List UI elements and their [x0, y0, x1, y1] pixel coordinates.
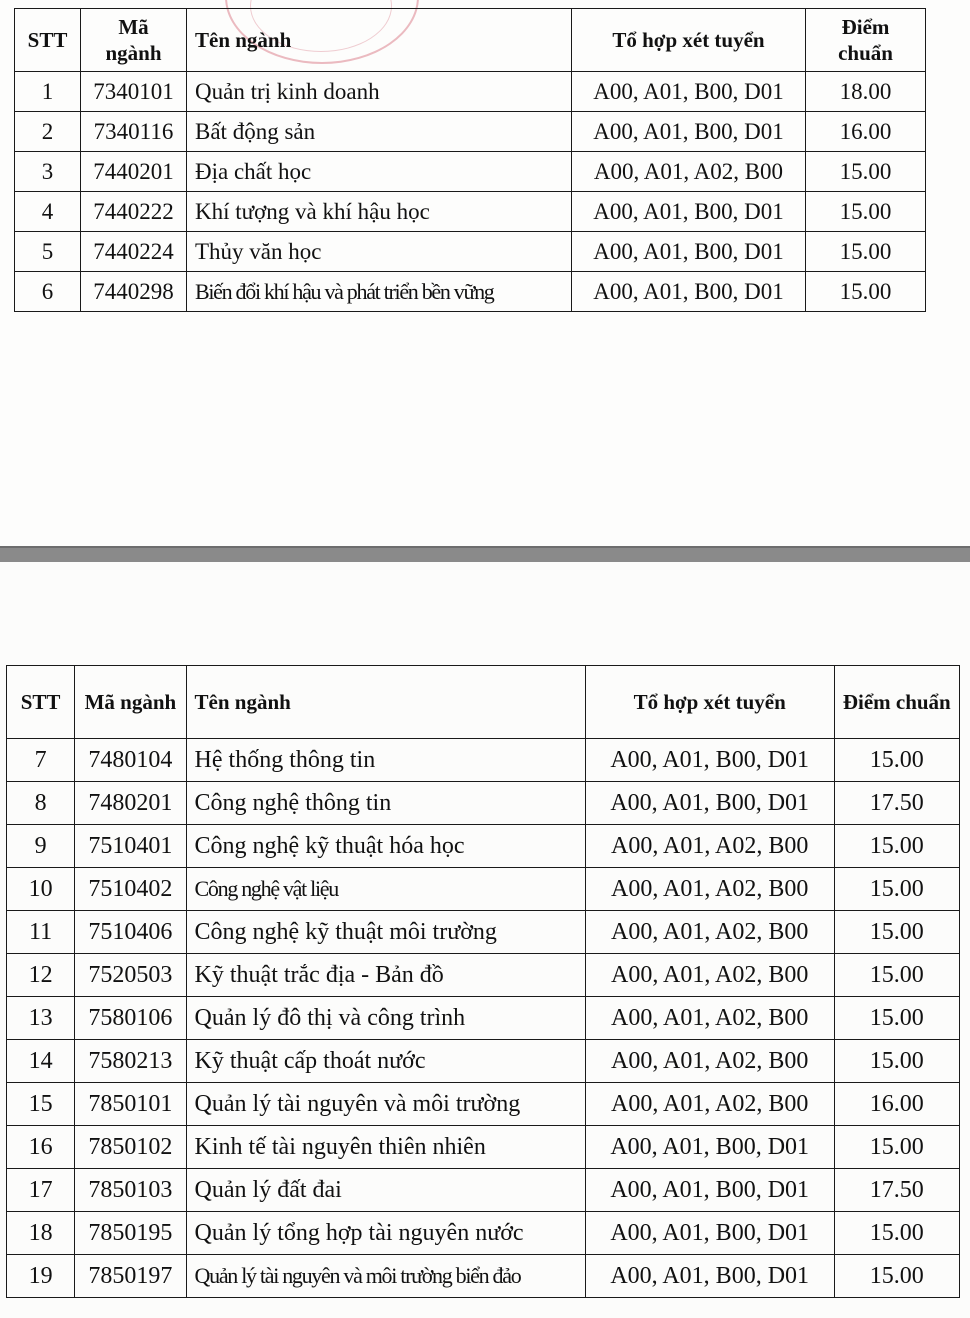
- cell-code: 7850103: [75, 1169, 186, 1212]
- cell-stt: 12: [7, 954, 75, 997]
- cell-name: Quản lý đô thị và công trình: [186, 997, 585, 1040]
- cell-combo: A00, A01, B00, D01: [572, 232, 806, 272]
- table-row: [7, 1040, 960, 1083]
- cell-code: 7440224: [81, 232, 187, 272]
- cell-combo: A00, A01, B00, D01: [572, 272, 806, 312]
- cell-code: 7520503: [75, 954, 186, 997]
- cell-stt: 16: [7, 1126, 75, 1169]
- cell-score: 16.00: [834, 1083, 959, 1126]
- table-header-row: [7, 666, 960, 739]
- cell-combo: A00, A01, A02, B00: [585, 954, 834, 997]
- header-ma-nganh: Mã ngành: [81, 9, 187, 72]
- cell-code: 7850102: [75, 1126, 186, 1169]
- cell-combo: A00, A01, A02, B00: [585, 1083, 834, 1126]
- cell-code: 7850197: [75, 1255, 186, 1298]
- cell-score: 16.00: [806, 112, 926, 152]
- cell-stt: 4: [15, 192, 81, 232]
- cell-name: Quản lý tài nguyên và môi trường biển đảo: [186, 1255, 585, 1298]
- cell-combo: A00, A01, A02, B00: [585, 868, 834, 911]
- table-row: [7, 911, 960, 954]
- cell-combo: A00, A01, A02, B00: [585, 911, 834, 954]
- cell-stt: 7: [7, 739, 75, 782]
- cell-score: 15.00: [834, 1126, 959, 1169]
- cell-code: 7340116: [81, 112, 187, 152]
- cell-stt: 2: [15, 112, 81, 152]
- cell-name: Khí tượng và khí hậu học: [187, 192, 572, 232]
- cell-code: 7850101: [75, 1083, 186, 1126]
- cell-combo: A00, A01, B00, D01: [585, 739, 834, 782]
- cell-score: 15.00: [834, 911, 959, 954]
- cell-stt: 15: [7, 1083, 75, 1126]
- cell-stt: 14: [7, 1040, 75, 1083]
- cell-stt: 8: [7, 782, 75, 825]
- cell-combo: A00, A01, B00, D01: [572, 192, 806, 232]
- cell-score: 15.00: [806, 272, 926, 312]
- cell-code: 7480104: [75, 739, 186, 782]
- table-row: [7, 1212, 960, 1255]
- cell-combo: A00, A01, B00, D01: [572, 112, 806, 152]
- table-row: [15, 152, 926, 192]
- cell-name: Quản trị kinh doanh: [187, 72, 572, 112]
- cell-code: 7850195: [75, 1212, 186, 1255]
- table-row: [15, 72, 926, 112]
- cell-combo: A00, A01, B00, D01: [572, 72, 806, 112]
- cell-stt: 9: [7, 825, 75, 868]
- cell-score: 15.00: [834, 825, 959, 868]
- table-row: [7, 782, 960, 825]
- cell-stt: 11: [7, 911, 75, 954]
- cell-name: Quản lý đất đai: [186, 1169, 585, 1212]
- scan-page-top: [0, 0, 970, 546]
- cell-combo: A00, A01, A02, B00: [585, 997, 834, 1040]
- cell-score: 15.00: [806, 152, 926, 192]
- cell-score: 15.00: [834, 997, 959, 1040]
- admission-score-table-top: [14, 8, 926, 312]
- cell-name: Công nghệ kỹ thuật hóa học: [186, 825, 585, 868]
- cell-combo: A00, A01, B00, D01: [585, 1126, 834, 1169]
- header-ma-nganh: Mã ngành: [75, 666, 186, 739]
- cell-name: Kinh tế tài nguyên thiên nhiên: [186, 1126, 585, 1169]
- cell-score: 15.00: [806, 192, 926, 232]
- cell-stt: 10: [7, 868, 75, 911]
- table-row: [7, 997, 960, 1040]
- table-row: [7, 1255, 960, 1298]
- cell-stt: 6: [15, 272, 81, 312]
- cell-name: Quản lý tài nguyên và môi trường: [186, 1083, 585, 1126]
- cell-score: 15.00: [834, 1212, 959, 1255]
- cell-stt: 3: [15, 152, 81, 192]
- table-row: [7, 739, 960, 782]
- cell-name: Biến đổi khí hậu và phát triển bền vững: [187, 272, 572, 312]
- cell-code: 7510406: [75, 911, 186, 954]
- table-row: [15, 232, 926, 272]
- table-row: [15, 112, 926, 152]
- cell-code: 7440222: [81, 192, 187, 232]
- cell-score: 15.00: [834, 868, 959, 911]
- cell-name: Hệ thống thông tin: [186, 739, 585, 782]
- cell-score: 15.00: [834, 1255, 959, 1298]
- cell-score: 15.00: [834, 739, 959, 782]
- table-row: [7, 868, 960, 911]
- cell-score: 17.50: [834, 1169, 959, 1212]
- cell-name: Công nghệ vật liệu: [186, 868, 585, 911]
- cell-code: 7510401: [75, 825, 186, 868]
- cell-score: 15.00: [834, 1040, 959, 1083]
- admission-score-table-bottom: [6, 665, 960, 1298]
- cell-combo: A00, A01, A02, B00: [585, 1040, 834, 1083]
- cell-name: Kỹ thuật cấp thoát nước: [186, 1040, 585, 1083]
- table-header-row: [15, 9, 926, 72]
- table-row: [7, 825, 960, 868]
- table-row: [7, 1083, 960, 1126]
- cell-name: Kỹ thuật trắc địa - Bản đồ: [186, 954, 585, 997]
- cell-score: 17.50: [834, 782, 959, 825]
- cell-name: Quản lý tổng hợp tài nguyên nước: [186, 1212, 585, 1255]
- header-ten-nganh: Tên ngành: [187, 9, 572, 72]
- cell-code: 7580106: [75, 997, 186, 1040]
- header-to-hop: Tổ hợp xét tuyển: [585, 666, 834, 739]
- cell-name: Bất động sản: [187, 112, 572, 152]
- cell-name: Công nghệ kỹ thuật môi trường: [186, 911, 585, 954]
- header-diem-chuan: Điểm chuẩn: [834, 666, 959, 739]
- table-row: [7, 1126, 960, 1169]
- cell-code: 7510402: [75, 868, 186, 911]
- cell-name: Công nghệ thông tin: [186, 782, 585, 825]
- cell-combo: A00, A01, A02, B00: [572, 152, 806, 192]
- cell-code: 7480201: [75, 782, 186, 825]
- table-row: [15, 192, 926, 232]
- cell-code: 7440298: [81, 272, 187, 312]
- cell-stt: 13: [7, 997, 75, 1040]
- cell-combo: A00, A01, B00, D01: [585, 1169, 834, 1212]
- cell-score: 15.00: [834, 954, 959, 997]
- table-row: [7, 954, 960, 997]
- cell-code: 7340101: [81, 72, 187, 112]
- header-ten-nganh: Tên ngành: [186, 666, 585, 739]
- header-stt: STT: [15, 9, 81, 72]
- header-to-hop: Tổ hợp xét tuyển: [572, 9, 806, 72]
- cell-name: Thủy văn học: [187, 232, 572, 272]
- cell-stt: 1: [15, 72, 81, 112]
- header-stt: STT: [7, 666, 75, 739]
- cell-name: Địa chất học: [187, 152, 572, 192]
- cell-score: 15.00: [806, 232, 926, 272]
- cell-combo: A00, A01, B00, D01: [585, 1212, 834, 1255]
- header-diem-chuan: Điểm chuẩn: [806, 9, 926, 72]
- cell-score: 18.00: [806, 72, 926, 112]
- cell-combo: A00, A01, A02, B00: [585, 825, 834, 868]
- cell-code: 7440201: [81, 152, 187, 192]
- cell-stt: 17: [7, 1169, 75, 1212]
- cell-stt: 19: [7, 1255, 75, 1298]
- cell-code: 7580213: [75, 1040, 186, 1083]
- cell-combo: A00, A01, B00, D01: [585, 1255, 834, 1298]
- cell-stt: 18: [7, 1212, 75, 1255]
- cell-stt: 5: [15, 232, 81, 272]
- cell-combo: A00, A01, B00, D01: [585, 782, 834, 825]
- table-row: [15, 272, 926, 312]
- table-row: [7, 1169, 960, 1212]
